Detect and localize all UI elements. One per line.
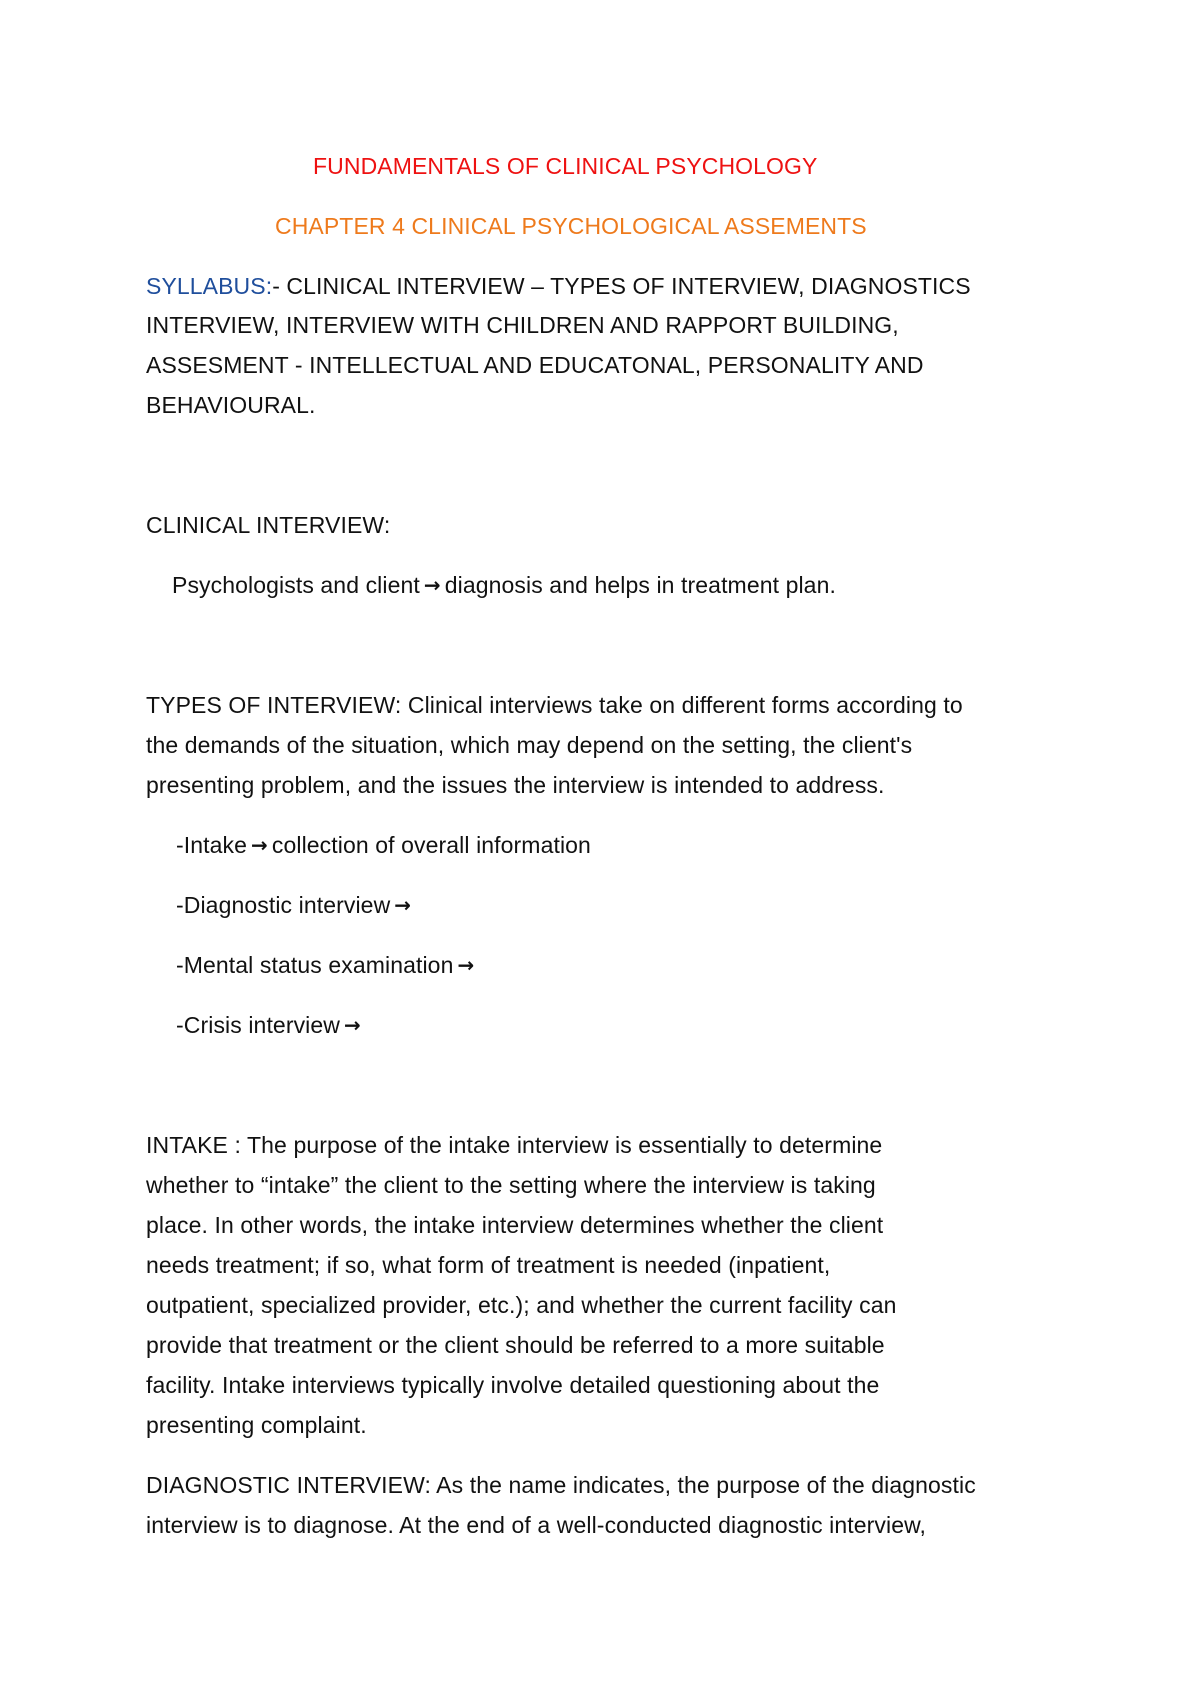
- arrow-right-icon: →: [344, 1013, 361, 1037]
- list-item-label: -Diagnostic interview: [176, 892, 391, 918]
- chapter-heading: CHAPTER 4 CLINICAL PSYCHOLOGICAL ASSEMENTS: [275, 213, 867, 239]
- intake-line-7: facility. Intake interviews typically involve detailed questioning about the: [146, 1372, 880, 1398]
- intake-line-3: place. In other words, the intake interview determines whether the client: [146, 1212, 884, 1238]
- list-item-detail: collection of overall information: [271, 832, 591, 858]
- arrow-right-icon: →: [394, 893, 412, 917]
- list-item-label: -Intake: [176, 832, 248, 858]
- clinical-interview-heading: CLINICAL INTERVIEW:: [146, 512, 391, 538]
- arrow-right-icon: →: [251, 833, 268, 857]
- types-line-1: TYPES OF INTERVIEW: Clinical interviews take on different forms according to: [146, 692, 963, 718]
- list-item-intake: [176, 830, 591, 861]
- intake-line-2: whether to “intake” the client to the setting where the interview is taking: [146, 1172, 876, 1198]
- syllabus-label: SYLLABUS:: [146, 273, 273, 299]
- intake-line-6: provide that treatment or the client should be referred to a more suitable: [146, 1332, 885, 1358]
- types-line-3: presenting problem, and the issues the interview is intended to address.: [146, 772, 885, 798]
- clinical-interview-flow: [172, 570, 836, 601]
- diagnostic-line-2: interview is to diagnose. At the end of a well-conducted diagnostic interview,: [146, 1512, 927, 1538]
- diagnostic-line-1: DIAGNOSTIC INTERVIEW: As the name indicates, the purpose of the diagnostic: [146, 1472, 976, 1498]
- syllabus-line-4: BEHAVIOURAL.: [146, 392, 316, 418]
- syllabus-line-2: INTERVIEW, INTERVIEW WITH CHILDREN AND RAPPORT BUILDING,: [146, 312, 899, 338]
- list-item-diagnostic: [176, 890, 415, 921]
- list-item-mental-status: [176, 950, 478, 981]
- syllabus-line-3: ASSESMENT - INTELLECTUAL AND EDUCATONAL, PERSONALITY AND: [146, 352, 924, 378]
- intake-line-8: presenting complaint.: [146, 1412, 367, 1438]
- flow-right-text: diagnosis and helps in treatment plan.: [444, 572, 836, 598]
- list-item-label: -Mental status examination: [176, 952, 454, 978]
- intake-line-1: INTAKE : The purpose of the intake interview is essentially to determine: [146, 1132, 883, 1158]
- arrow-right-icon: →: [457, 953, 475, 977]
- syllabus-line-1: [146, 271, 971, 301]
- intake-line-5: outpatient, specialized provider, etc.); and whether the current facility can: [146, 1292, 897, 1318]
- list-item-label: -Crisis interview: [176, 1012, 340, 1038]
- list-item-crisis: [176, 1010, 365, 1041]
- syllabus-text: - CLINICAL INTERVIEW – TYPES OF INTERVIEW, DIAGNOSTICS: [272, 273, 971, 299]
- flow-left-text: Psychologists and client: [172, 572, 420, 598]
- document-title: FUNDAMENTALS OF CLINICAL PSYCHOLOGY: [313, 153, 818, 179]
- intake-line-4: needs treatment; if so, what form of treatment is needed (inpatient,: [146, 1252, 831, 1278]
- arrow-right-icon: →: [423, 573, 441, 597]
- types-line-2: the demands of the situation, which may depend on the setting, the client's: [146, 732, 913, 758]
